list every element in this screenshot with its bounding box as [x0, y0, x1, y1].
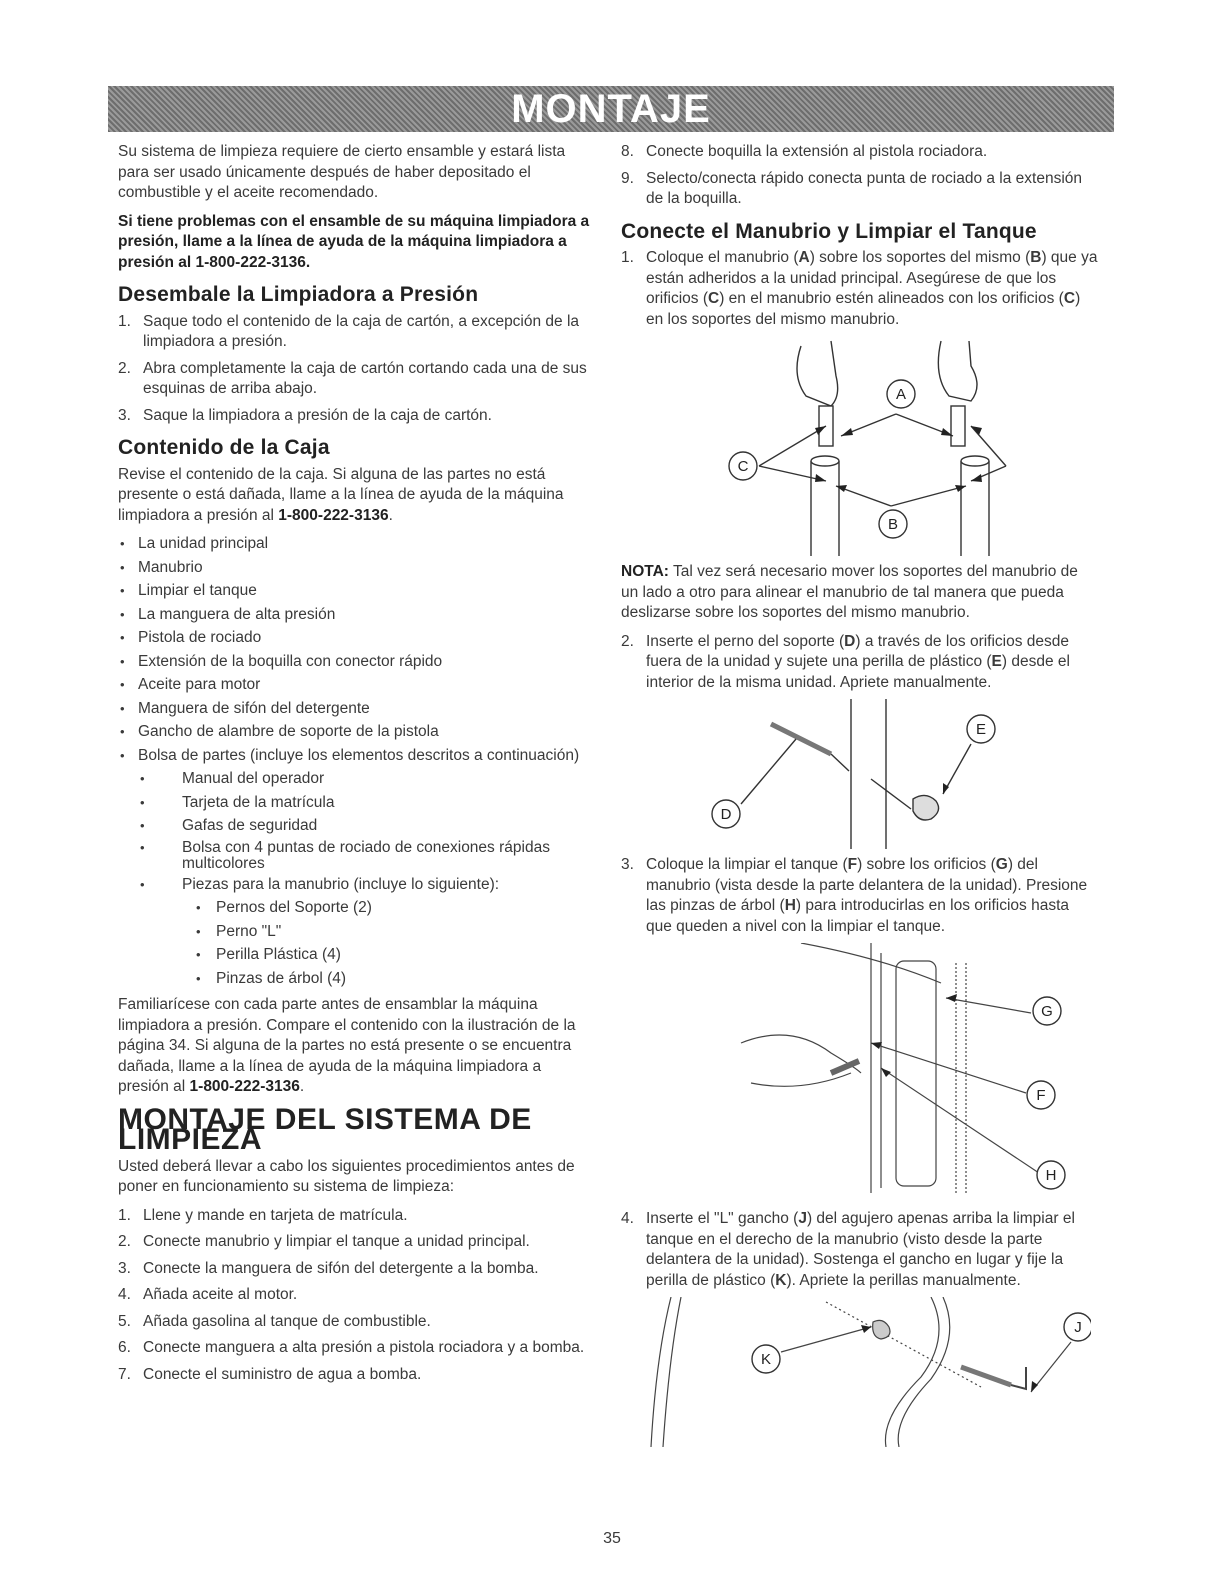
label-k: K [760, 1351, 772, 1368]
list-item: • Pistola de rociado [120, 629, 262, 646]
assembly-steps-continued [621, 142, 1099, 210]
list-item: 4. Añada aceite al motor. [118, 1286, 298, 1303]
list-item: 2. Abra completamente la caja de cartón cortando cada una de sus esquinas de arriba abajo. [118, 359, 587, 397]
list-item: 1. Coloque el manubrio (A) sobre los soportes del mismo (B) que ya están adheridos a la unidad principal. Asegúrese de que los orificios (C) en el manubrio estén alineados con los orificios (C) en los soportes del mismo manubrio. [621, 249, 1098, 328]
list-item: 3. Coloque la limpiar el tanque (F) sobre los orificios (G) del manubrio (vista desde la parte delantera de la unidad). Presione las pinzas de árbol (H) para introducirlas en los orificios hasta que queden a nivel con la limpiar el tanque. [621, 856, 1088, 935]
list-item: • Limpiar el tanque [120, 582, 257, 599]
list-item: 3. Conecte la manguera de sifón del detergente a la bomba. [118, 1259, 539, 1277]
unpack-heading: Desembale la Limpiadora a Presión [118, 283, 479, 306]
list-item: • Manguera de sifón del detergente [120, 699, 370, 717]
label-f: F [1036, 1087, 1046, 1104]
label-h: H [1045, 1167, 1057, 1184]
label-e: E [975, 721, 987, 738]
label-a: A [895, 386, 907, 403]
list-item: • Bolsa con 4 puntas de rociado de conexiones rápidas multicolores [140, 838, 550, 872]
hardware-list [118, 898, 596, 989]
label-d: D [720, 806, 732, 823]
helpline-phone: 1-800-222-3136 [278, 506, 389, 524]
list-item: 2. Conecte manubrio y limpiar el tanque a unidad principal. [118, 1233, 530, 1250]
list-item: 1. Llene y mande en tarjeta de matrícula. [118, 1206, 408, 1224]
label-j: J [1074, 1319, 1082, 1336]
intro-paragraph: Su sistema de limpieza requiere de cierto ensamble y estará lista para ser usado únicamente después de haber depositado el combustible y el aceite recomendado. [118, 143, 566, 201]
list-item: • Perilla Plástica (4) [196, 946, 341, 963]
label-g: G [1041, 1003, 1053, 1020]
list-item: • Pinzas de árbol (4) [196, 969, 347, 987]
list-item: • Aceite para motor [120, 676, 261, 693]
contents-intro: Revise el contenido de la caja. Si alguna de las partes no está presente o está dañada, llame a la línea de ayuda de la máquina limpiadora a presión al 1-800-222-3136. [118, 465, 564, 524]
list-item: • Tarjeta de la matrícula [140, 793, 335, 811]
section-banner [108, 86, 1114, 132]
contents-list [118, 534, 596, 766]
left-column [118, 142, 596, 1391]
list-item: 4. Inserte el "L" gancho (J) del agujero apenas arriba la limpiar el tanque en el derecho de la manubrio (visto desde la parte delantera de la unidad). Sostenga el gancho en lugar y fije la perilla de plástico (K). Apriete la perillas manualmente. [621, 1210, 1075, 1289]
list-item: 5. Añada gasolina al tanque de combustible. [118, 1312, 431, 1330]
unpack-steps [118, 312, 596, 427]
list-item: 1. Saque todo el contenido de la caja de cartón, a excepción de la limpiadora a presión. [118, 312, 580, 350]
list-item: • Manual del operador [140, 770, 325, 787]
list-item: • La manguera de alta presión [120, 605, 336, 623]
list-item: • Bolsa de partes (incluye los elementos descritos a continuación) [120, 746, 580, 764]
handle-step-3 [621, 855, 1099, 937]
handle-heading: Conecte el Manubrio y Limpiar el Tanque [621, 219, 1037, 243]
assembly-heading: MONTAJE DEL SISTEMA DE LIMPIEZA [118, 1102, 532, 1156]
contents-heading: Contenido de la Caja [118, 436, 330, 459]
familiarize-paragraph: Familiarícese con cada parte antes de ensamblar la máquina limpiadora a presión. Compare el contenido con la ilustración de la página 34. Si alguna de la partes no está presente o se encuentra dañada, llame a la línea de ayuda de la máquina limpiadora a presión al 1-800-222-3136. [118, 996, 576, 1095]
list-item: • Pernos del Soporte (2) [196, 899, 372, 916]
assembly-steps [118, 1206, 596, 1386]
parts-bag-list [118, 769, 596, 895]
banner-title: MONTAJE [511, 87, 711, 131]
helpline-phone: 1-800-222-3136 [189, 1078, 300, 1095]
list-item: 3. Saque la limpiadora a presión de la caja de cartón. [118, 406, 492, 424]
list-item: • Perno "L" [196, 922, 282, 940]
right-column [621, 142, 1099, 1453]
helpline-notice: Si tiene problemas con el ensamble de su máquina limpiadora a presión, llame a la línea de ayuda de la máquina limpiadora a presión al 1-800-222-3136. [118, 212, 590, 271]
list-item: • Manubrio [120, 558, 203, 576]
l-hook-figure [631, 1297, 1091, 1447]
list-item: • Piezas para la manubrio (incluye lo siguiente): [140, 875, 500, 893]
list-item: 9. Selecto/conecta rápido conecta punta de rociado a la extensión de la boquilla. [621, 169, 1083, 207]
handle-bracket-figure [671, 336, 1091, 556]
bolt-knob-figure [681, 699, 1101, 849]
label-b: B [887, 516, 899, 533]
note-paragraph: NOTA: Tal vez será necesario mover los soportes del manubrio de un lado a otro para alinear el manubrio de tal manera que pueda deslizarse sobre los soportes del mismo manubrio. [621, 563, 1078, 621]
list-item: 7. Conecte el suministro de agua a bomba. [118, 1365, 422, 1383]
list-item: 2. Inserte el perno del soporte (D) a través de los orificios desde fuera de la unidad y sujete una perilla de plástico (E) desde el interior de la misma unidad. Apriete manualmente. [621, 632, 1070, 691]
list-item: • Gancho de alambre de soporte de la pistola [120, 723, 439, 740]
assembly-intro: Usted deberá llevar a cabo los siguientes procedimientos antes de poner en funcionamiento su sistema de limpieza: [118, 1157, 575, 1195]
list-item: • Extensión de la boquilla con conector rápido [120, 652, 443, 670]
list-item: • Gafas de seguridad [140, 817, 318, 834]
list-item: • La unidad principal [120, 535, 269, 552]
handle-step-2 [621, 632, 1099, 694]
handle-step-4 [621, 1209, 1099, 1291]
tank-handle-figure [681, 943, 1141, 1203]
list-item: 8. Conecte boquilla la extensión al pistola rociadora. [621, 143, 988, 160]
page-number: 35 [603, 1530, 621, 1547]
label-c: C [737, 458, 749, 475]
list-item: 6. Conecte manguera a alta presión a pistola rociadora y a bomba. [118, 1339, 585, 1356]
handle-step-1 [621, 248, 1099, 330]
